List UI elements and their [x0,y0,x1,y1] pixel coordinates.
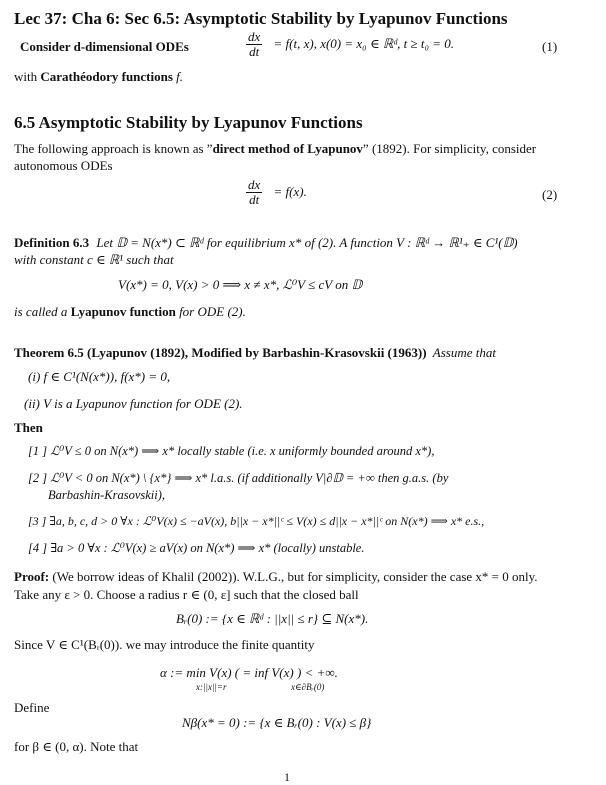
section-heading: 6.5 Asymptotic Stability by Lyapunov Functions [14,113,363,132]
definition-line2: with constant c ∈ ℝ¹ such that [14,252,174,267]
ode1-eqno: (1) [542,39,558,54]
with-text: with [14,69,41,84]
with-tail: f. [172,69,184,84]
with-bold: Carathéodory functions [40,69,173,84]
theorem-header [14,344,496,362]
page-title: Lec 37: Cha 6: Sec 6.5: Asymptotic Stability by Lyapunov Functions [14,9,508,28]
proof-text1: (We borrow ideas of Khalil (2002)). W.L.G., but for simplicity, consider the case x* = 0 only. [49,569,538,584]
n-beta-formula: Nβ(x* = 0) := {x ∈ Bᵣ(0) : V(x) ≤ β} [182,715,372,730]
theorem-claim-2-cont: Barbashin-Krasovskii), [48,488,166,502]
proof-for-beta: for β ∈ (0, α). Note that [14,739,139,754]
alpha-min-subscript: x:||x||=r [196,682,227,692]
theorem-claim-1: [1 ] ℒ⁰V ≤ 0 on N(x*) ⟹ x* locally stable (i.e. x uniformly bounded around x*), [28,444,435,458]
proof-label: Proof: [14,569,50,584]
ode1-equation [246,30,454,60]
closed-ball-formula: Bᵣ(0) := {x ∈ ℝᵈ : ||x|| ≤ r} ⊆ N(x*). [176,611,369,626]
page-number: 1 [284,770,290,784]
theorem-claim-3: [3 ] ∃a, b, c, d > 0 ∀x : ℒ⁰V(x) ≤ −aV(x), b||x − x*||ᶜ ≤ V(x) ≤ d||x − x*||ᶜ on N(x*) ⟹ x* e.s., [28,514,485,528]
ode1-denominator: dt [249,44,260,60]
definition-label: Definition 6.3 [14,235,90,250]
called-bold: Lyapunov function [70,304,176,319]
proof-line2: Take any ε > 0. Choose a radius r ∈ (0, ε] such that the closed ball [14,587,359,602]
theorem-claim-2: [2 ] ℒ⁰V < 0 on N(x*) \ {x*} ⟹ x* l.a.s. (if additionally V|∂𝔻 = +∞ then g.a.s. (by [28,471,449,485]
ode1-rhs: = f(t, x), x(0) = x₀ ∈ ℝᵈ, t ≥ t₀ = 0. [273,35,455,51]
ode2-equation [246,178,307,208]
alpha-formula: α := min V(x) ( = inf V(x) ) < +∞. [160,665,338,680]
para-a: The following approach is known as ” [14,141,213,156]
theorem-assume: Assume that [432,345,496,360]
definition-text1: Let 𝔻 = N(x*) ⊂ ℝᵈ for equilibrium x* of (2). A function V : ℝᵈ → ℝ¹₊ ∈ C¹(𝔻) [96,235,518,250]
proof-define: Define [14,700,50,715]
ode1-fraction [246,30,262,60]
with-line [14,68,183,86]
section-paragraph-line1 [14,140,536,158]
para-b: ” (1892). For simplicity, consider [362,141,537,156]
alpha-inf-subscript: x∈∂Bᵣ(0) [291,682,325,692]
called-a: is called a [14,304,71,319]
proof-line1 [14,568,538,586]
definition-line1 [14,234,518,252]
para-bold: direct method of Lyapunov [212,141,363,156]
consider-label: Consider d-dimensional ODEs [20,39,189,54]
theorem-item-i: (i) f ∈ C¹(N(x*)), f(x*) = 0, [28,369,171,384]
theorem-item-ii: (ii) V is a Lyapunov function for ODE (2). [24,396,243,411]
ode2-numerator: dx [248,177,261,192]
ode2-fraction [246,178,262,208]
ode2-denominator: dt [249,192,260,208]
called-b: for ODE (2). [175,304,246,319]
definition-conditions: V(x*) = 0, V(x) > 0 ⟹ x ≠ x*, ℒ⁰V ≤ cV on 𝔻 [118,277,363,292]
theorem-then: Then [14,420,43,435]
ode1-numerator: dx [248,29,261,44]
ode2-eqno: (2) [542,187,558,202]
theorem-label: Theorem 6.5 (Lyapunov (1892), Modified by Barbashin-Krasovskii (1963)) [14,345,427,360]
definition-called-line [14,303,246,321]
section-paragraph-line2: autonomous ODEs [14,158,113,173]
ode2-rhs: = f(x). [273,183,307,199]
proof-since: Since V ∈ C¹(Bᵣ(0)). we may introduce the finite quantity [14,637,315,652]
theorem-claim-4: [4 ] ∃a > 0 ∀x : ℒ⁰V(x) ≥ aV(x) on N(x*) ⟹ x* (locally) unstable. [28,541,365,555]
